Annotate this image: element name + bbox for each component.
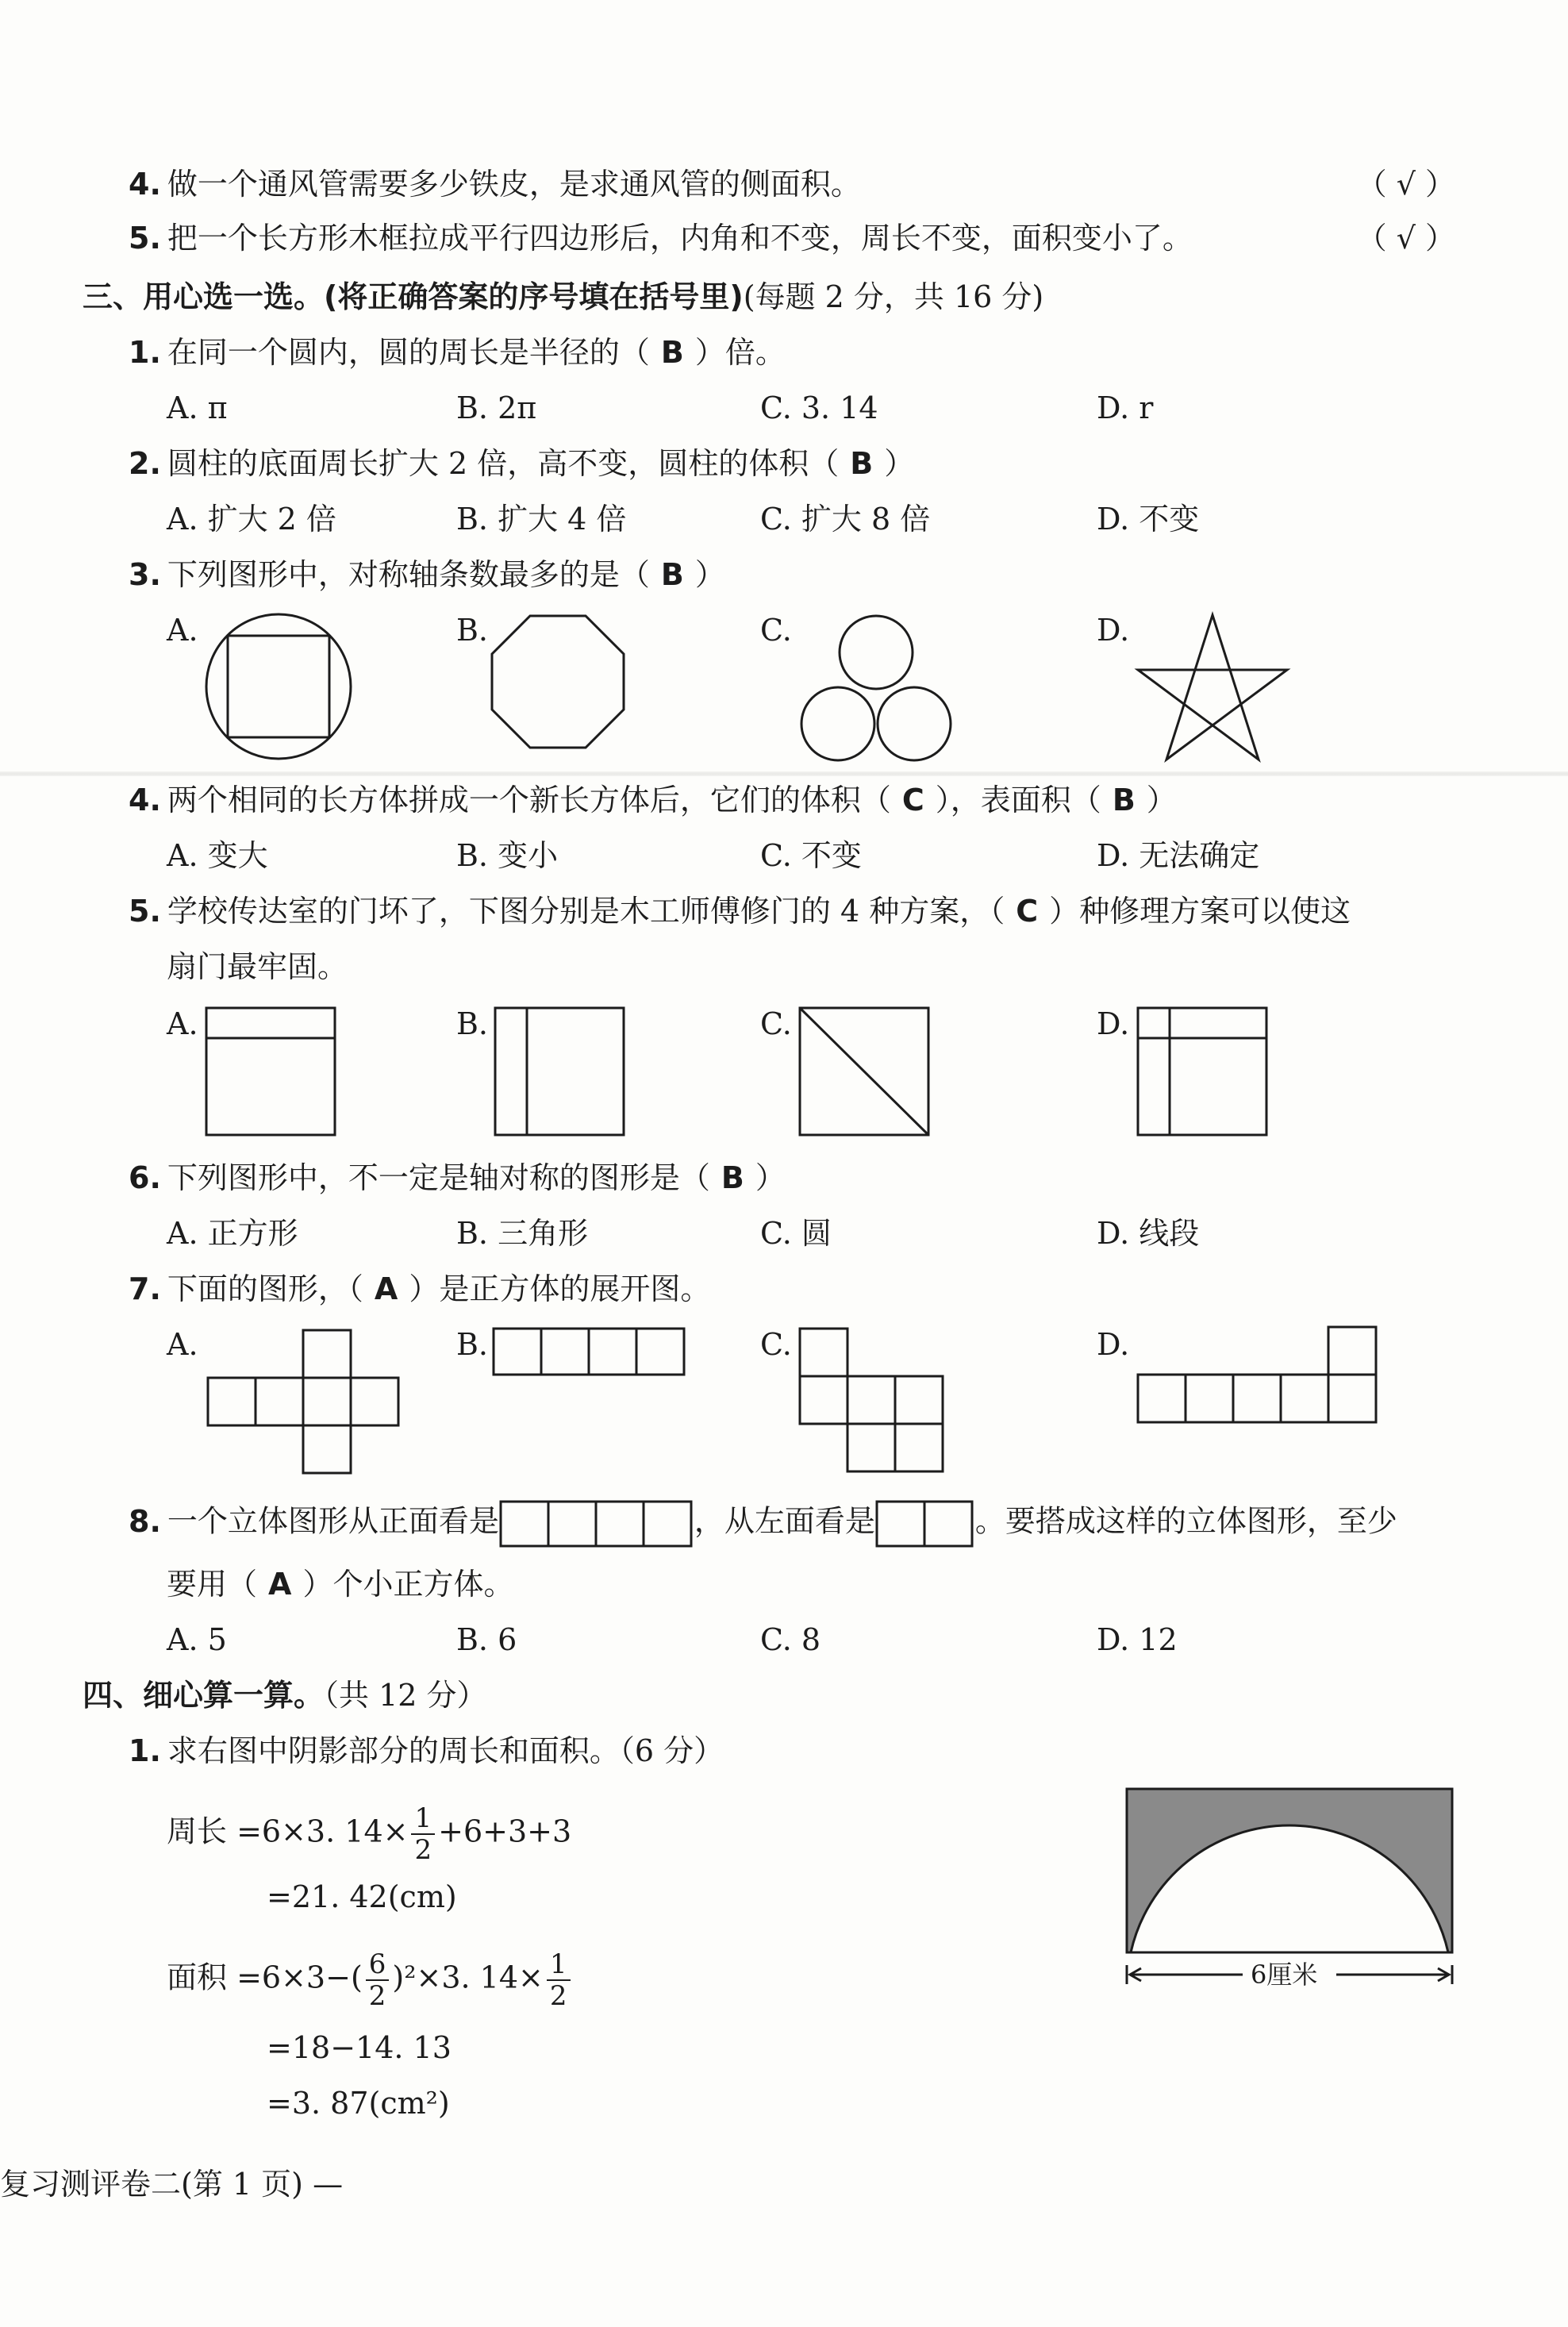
figure-label-d: D. — [1097, 1006, 1130, 1041]
figure-label-c: C. — [760, 613, 792, 648]
question-text-end: ） — [1146, 783, 1177, 817]
door-plan-a-figure — [205, 1006, 336, 1137]
door-plan-c-figure — [798, 1006, 930, 1137]
figure-label-b: B. — [456, 613, 489, 648]
octagon-figure — [490, 614, 625, 749]
answer-mark: C — [901, 783, 924, 817]
question-text: 圆柱的底面周长扩大 2 倍，高不变，圆柱的体积（ — [167, 446, 840, 481]
item-number: 5. — [129, 221, 161, 256]
question-number: 6. — [129, 1160, 161, 1195]
question-text: 一个立体图形从正面看是 — [167, 1503, 499, 1539]
calc-text: )²×3. 14× — [392, 1960, 544, 1995]
figure-label-a: A. — [167, 613, 198, 648]
option-a: A. π — [167, 390, 228, 425]
question-text-end: ）倍。 — [694, 335, 786, 370]
cube-net-c-figure — [798, 1327, 946, 1475]
question-8-line-2 — [167, 1565, 513, 1603]
calc-text: +6+3+3 — [438, 1814, 572, 1849]
figure-label-c: C. — [760, 1006, 792, 1041]
question-text: 两个相同的长方体拼成一个新长方体后，它们的体积（ — [167, 783, 891, 817]
question-4 — [129, 781, 1177, 819]
page-footer: 复习测评卷二(第 1 页) — — [0, 2167, 344, 2202]
fraction — [366, 1949, 390, 2011]
option-b: B. 2π — [456, 390, 537, 425]
front-view-figure — [499, 1500, 694, 1548]
figure-label-b: B. — [456, 1006, 489, 1041]
judge-answer: （ √ ） — [1356, 221, 1455, 256]
perimeter-step-2: =21. 42(cm) — [267, 1879, 457, 1914]
option-d: D. 线段 — [1097, 1216, 1200, 1251]
option-c: C. 圆 — [760, 1216, 832, 1251]
option-c: C. 不变 — [760, 838, 862, 873]
fraction — [547, 1949, 571, 2011]
item-text: 做一个通风管需要多少铁皮，是求通风管的侧面积。 — [167, 167, 861, 202]
question-text: 下列图形中，不一定是轴对称的图形是（ — [167, 1160, 710, 1195]
answer-mark: B — [660, 335, 684, 370]
judge-answer: （ √ ） — [1356, 167, 1455, 202]
judge-item-5 — [129, 219, 1455, 257]
question-text: 下面的图形，（ — [167, 1271, 363, 1306]
cube-net-b-figure — [492, 1327, 689, 1378]
option-d: D. r — [1097, 390, 1154, 425]
area-step-2: =18−14. 13 — [267, 2030, 452, 2065]
section-title-text: 三、用心选一选。(将正确答案的序号填在括号里) — [83, 279, 744, 314]
circle-with-square-figure — [203, 611, 354, 762]
question-text: 学校传达室的门坏了，下图分别是木工师傅修门的 4 种方案，（ — [167, 894, 1005, 929]
option-b: B. 扩大 4 倍 — [456, 502, 627, 537]
option-b: B. 6 — [456, 1622, 517, 1657]
question-1 — [129, 333, 786, 371]
answer-mark: A — [374, 1271, 398, 1306]
question-text-end: ）种修理方案可以使这 — [1049, 894, 1351, 929]
answer-mark: B — [1112, 783, 1136, 817]
area-step-3: =3. 87(cm²) — [267, 2086, 450, 2121]
calc-question-1 — [129, 1732, 724, 1770]
option-c: C. 3. 14 — [760, 390, 878, 425]
section-4-title — [83, 1676, 487, 1714]
item-number: 4. — [129, 167, 161, 202]
answer-mark: A — [268, 1567, 292, 1602]
area-step-1 — [167, 1949, 574, 2011]
question-number: 7. — [129, 1271, 161, 1306]
figure-label-a: A. — [167, 1327, 198, 1362]
question-7 — [129, 1270, 710, 1308]
option-a: A. 5 — [167, 1622, 227, 1657]
answer-mark: B — [721, 1160, 744, 1195]
question-2 — [129, 444, 914, 483]
judge-item-4 — [129, 165, 1455, 203]
option-d: D. 不变 — [1097, 502, 1200, 537]
question-5 — [129, 892, 1351, 930]
figure-label-c: C. — [760, 1327, 792, 1362]
question-8 — [129, 1500, 1397, 1548]
item-text: 把一个长方形木框拉成平行四边形后，内角和不变，周长不变，面积变小了。 — [167, 221, 1193, 256]
numerator: 1 — [547, 1949, 571, 1981]
option-c: C. 扩大 8 倍 — [760, 502, 931, 537]
figure-label-d: D. — [1097, 613, 1130, 648]
figure-label-a: A. — [167, 1006, 198, 1041]
option-c: C. 8 — [760, 1622, 821, 1657]
denominator: 2 — [414, 1834, 432, 1866]
question-number: 1. — [129, 1733, 161, 1768]
question-text-end: ） — [755, 1160, 786, 1195]
calc-text: 周长 =6×3. 14× — [167, 1814, 409, 1849]
figure-dimension-label: 6厘米 — [1251, 1960, 1318, 1990]
question-number: 3. — [129, 557, 161, 592]
perimeter-step-1 — [167, 1803, 571, 1865]
question-5-line-2: 扇门最牢固。 — [167, 949, 348, 984]
question-3 — [129, 556, 725, 594]
section-title-text: 四、细心算一算。 — [83, 1678, 325, 1713]
question-number: 5. — [129, 894, 161, 929]
figure-label-b: B. — [456, 1327, 489, 1362]
question-number: 4. — [129, 783, 161, 817]
question-text-end: ）是正方体的展开图。 — [409, 1271, 711, 1306]
question-number: 2. — [129, 446, 161, 481]
question-text: 求右图中阴影部分的周长和面积。（6 分） — [167, 1733, 724, 1768]
shaded-semicircle-figure — [1124, 1786, 1455, 1984]
question-text-end: ） — [694, 557, 725, 592]
section-note: （共 12 分） — [324, 1678, 487, 1713]
question-text: 下列图形中，对称轴条数最多的是（ — [167, 557, 650, 592]
question-text-end: 。要搭成这样的立体图形，至少 — [974, 1503, 1397, 1539]
answer-mark: C — [1016, 894, 1039, 929]
cube-net-a-figure — [205, 1329, 400, 1476]
numerator: 6 — [366, 1949, 390, 1981]
page-fold-shadow — [0, 771, 1568, 776]
section-3-title — [83, 278, 1043, 316]
question-6 — [129, 1159, 786, 1197]
option-a: A. 扩大 2 倍 — [167, 502, 336, 537]
question-number: 8. — [129, 1503, 161, 1539]
question-text: 要用（ — [167, 1567, 258, 1602]
option-a: A. 变大 — [167, 838, 268, 873]
cube-net-d-figure — [1136, 1325, 1382, 1425]
three-circles-figure — [797, 614, 955, 762]
question-text-mid: ，从左面看是 — [694, 1503, 875, 1539]
numerator: 1 — [411, 1803, 435, 1835]
question-text: 在同一个圆内，圆的周长是半径的（ — [167, 335, 650, 370]
question-text-end: ）个小正方体。 — [302, 1567, 514, 1602]
option-b: B. 三角形 — [456, 1216, 589, 1251]
figure-label-d: D. — [1097, 1327, 1130, 1362]
option-a: A. 正方形 — [167, 1216, 298, 1251]
star-figure — [1135, 613, 1290, 762]
denominator: 2 — [368, 1980, 386, 2012]
question-text-mid: ），表面积（ — [935, 783, 1101, 817]
answer-mark: B — [660, 557, 684, 592]
calc-text: 面积 =6×3−( — [167, 1960, 363, 1995]
left-view-figure — [875, 1500, 975, 1548]
door-plan-b-figure — [494, 1006, 625, 1137]
door-plan-d-figure — [1136, 1006, 1268, 1137]
question-text-end: ） — [884, 446, 915, 481]
fraction — [411, 1803, 435, 1865]
answer-mark: B — [850, 446, 874, 481]
option-d: D. 12 — [1097, 1622, 1178, 1657]
option-b: B. 变小 — [456, 838, 559, 873]
question-number: 1. — [129, 335, 161, 370]
option-d: D. 无法确定 — [1097, 838, 1260, 873]
section-note: (每题 2 分，共 16 分) — [743, 279, 1044, 314]
denominator: 2 — [549, 1980, 567, 2012]
